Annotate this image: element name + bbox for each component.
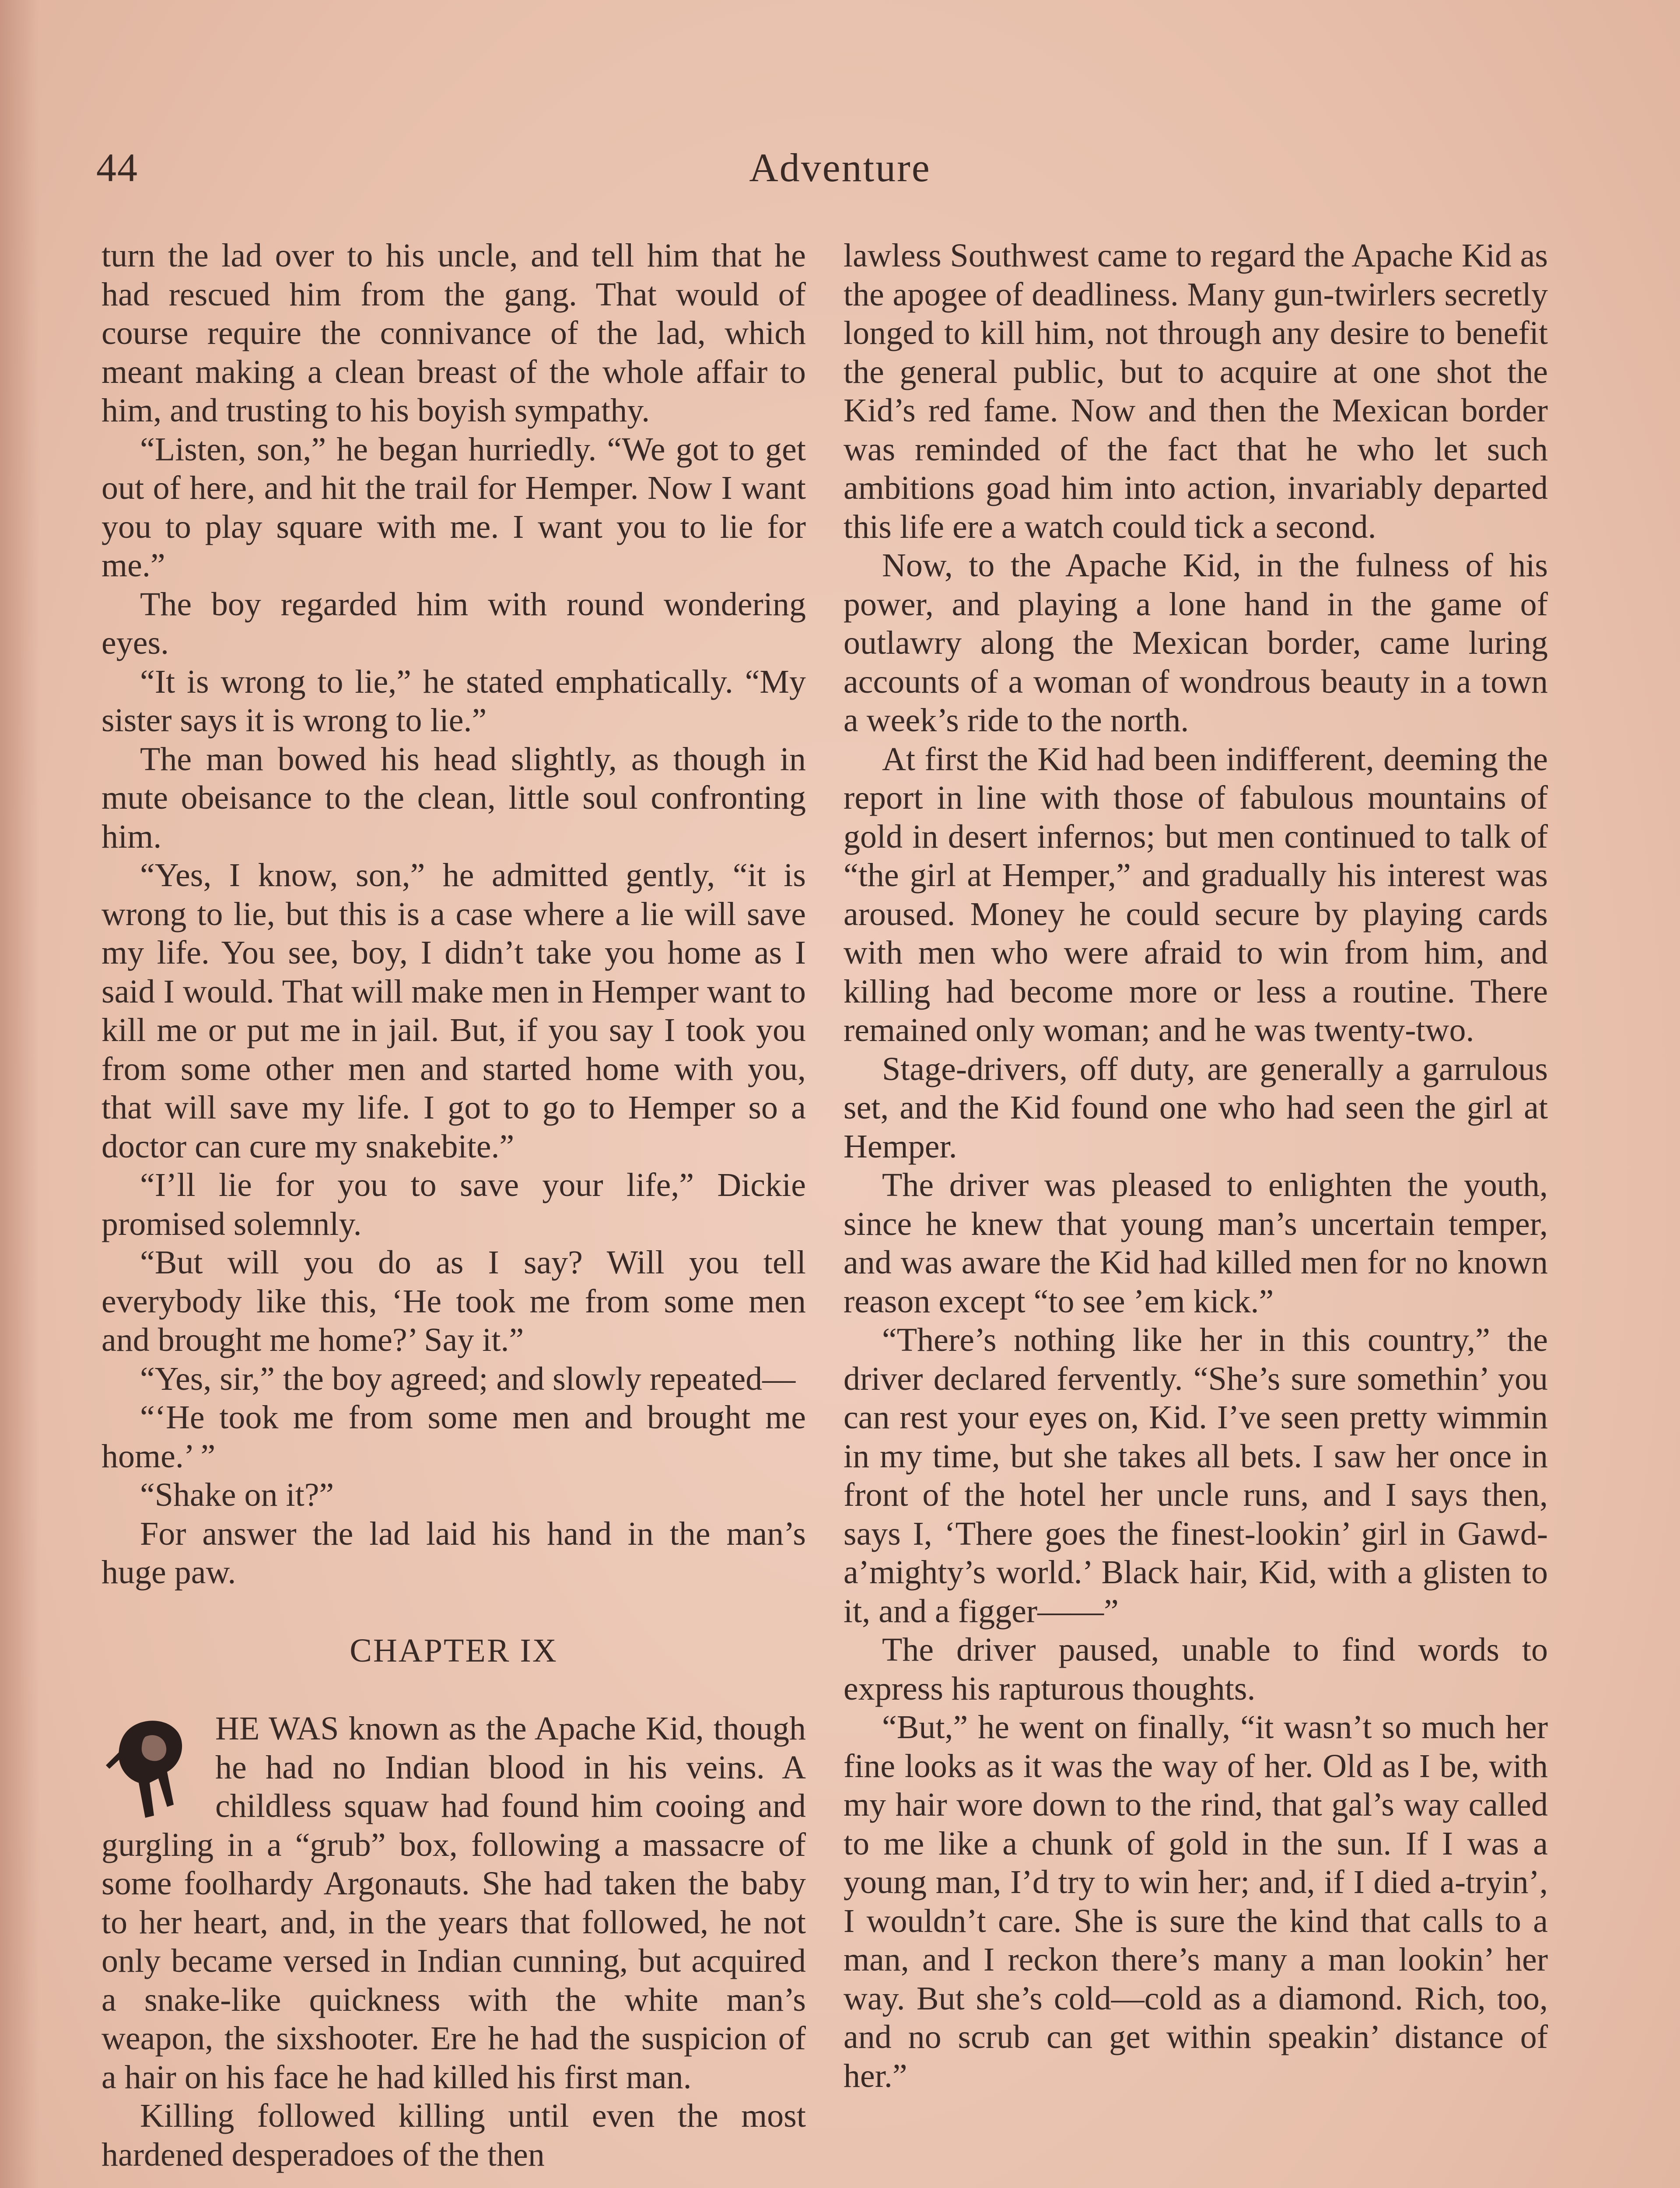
paragraph: The boy regarded him with round wondering eyes. [102,586,806,661]
paragraph: “I’ll lie for you to save your life,” Dickie promised solemnly. [102,1167,806,1242]
paragraph: “There’s nothing like her in this country,” the driver declared fervently. “She’s sure somethin’ you can rest your eyes on, Kid. I’ve seen pretty wimmin in my time, but she takes all bets. I saw her once in front of the hotel her uncle runs, and I says then, says I, ‘There goes the finest-lookin’ girl in Gawd-a’mighty’s world.’ Black hair, Kid, with a glisten to it, and a figger——” [844,1322,1548,1630]
paragraph: “Yes, I know, son,” he admitted gently, “it is wrong to lie, but this is a case where a lie will save my life. You see, boy, I didn’t take you home as I said I would. That will make men in Hemper want to kill me or put me in jail. But, if you say I took you from some other men and started home with you, that will save my life. I got to go to Hemper so a doctor can cure my snakebite.” [102,857,806,1165]
paragraph: turn the lad over to his uncle, and tell him that he had rescued him from the gang. That would of course require the connivance of the lad, which meant making a clean breast of the whole affair to him, and trusting to his boyish sympathy. [102,237,806,429]
paragraph: “Yes, sir,” the boy agreed; and slowly repeated— [140,1360,796,1397]
page-number: 44 [96,145,138,190]
paragraph: The driver was pleased to enlighten the youth, since he knew that young man’s uncertain temper, and was aware the Kid had killed men for no known reason except “to see ’em kick.” [844,1167,1548,1320]
paragraph: “Shake on it?” [140,1476,334,1513]
paragraph: The driver paused, unable to find words to express his rapturous thoughts. [844,1631,1548,1707]
paragraph: The man bowed his head slightly, as though in mute obeisance to the clean, little soul confronting him. [102,740,806,855]
paragraph: “‘He took me from some men and brought me home.’ ” [102,1399,806,1475]
running-title: Adventure [749,145,931,190]
paragraph: “But will you do as I say? Will you tell everybody like this, ‘He took me from some men and brought me home?’ Say it.” [102,1244,806,1358]
left-column [102,236,806,2174]
paragraph: “But,” he went on finally, “it wasn’t so much her fine looks as it was the way of her. Old as I be, with my hair wore down to the rind, that gal’s way called to me like a chunk of gold in the sun. If I was a young man, I’d try to win her; and, if I died a-tryin’, I wouldn’t care. She is sure the kind that calls to a man, and I reckon there’s many a man lookin’ her way. But she’s cold—cold as a diamond. Rich, too, and no scrub can get within speakin’ distance of her.” [844,1709,1548,2094]
page-header [96,140,1584,193]
paragraph: Now, to the Apache Kid, in the fulness of his power, and playing a lone hand in the game of outlawry along the Mexican border, came luring accounts of a woman of wondrous beauty in a town a week’s ride to the north. [844,547,1548,739]
paragraph: “It is wrong to lie,” he stated emphatically. “My sister says it is wrong to lie.” [102,663,806,739]
chapter-heading: CHAPTER IX [350,1632,558,1669]
paragraph: For answer the lad laid his hand in the man’s huge paw. [102,1515,806,1591]
paragraph: lawless Southwest came to regard the Apache Kid as the apogee of deadliness. Many gun-twirlers secretly longed to kill him, not through any desire to benefit the general public, but to acquire at one shot the Kid’s red fame. Now and then the Mexican border was reminded of the fact that he who let such ambitions goad him into action, invariably departed this life ere a watch could tick a second. [844,237,1548,545]
paragraph: “Listen, son,” he began hurriedly. “We got to get out of here, and hit the trail for Hemper. Now I want you to play square with me. I want you to lie for me.” [102,431,806,584]
right-column [844,236,1548,2095]
paragraph: Stage-drivers, off duty, are generally a garrulous set, and the Kid found one who had seen the girl at Hemper. [844,1050,1548,1165]
paragraph: HE WAS known as the Apache Kid, though he had no Indian blood in his veins. A childless squaw had found him cooing and gurgling in a “grub” box, following a massacre of some foolhardy Argonauts. She had taken the baby to her heart, and, in the years that followed, he not only became versed in Indian cunning, but acquired a snake-like quickness with the white man’s weapon, the sixshooter. Ere he had the suspicion of a hair on his face he had killed his first man. [102,1710,806,2096]
paragraph: At first the Kid had been indifferent, deeming the report in line with those of fabulous mountains of gold in desert infernos; but men continued to talk of “the girl at Hemper,” and gradually his interest was aroused. Money he could secure by playing cards with men who were afraid to win from him, and killing had become more or less a routine. There remained only woman; and he was twenty-two. [844,740,1548,1048]
dropcap-illustration-icon [102,1713,206,1822]
paragraph: Killing followed killing until even the most hardened desperadoes of the then [102,2097,806,2173]
